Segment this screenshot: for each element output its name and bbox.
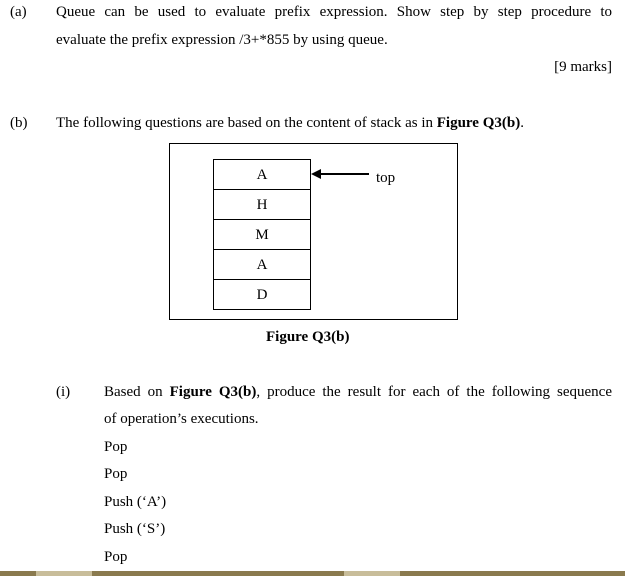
question-i-text-pre: Based on (104, 384, 170, 400)
stack-cell: M (214, 220, 310, 250)
stack-cell: H (214, 190, 310, 220)
stack-cell: A (214, 250, 310, 280)
operation-item: Pop (104, 439, 128, 455)
operation-item: Push (‘S’) (104, 521, 166, 537)
operation-item: Push (‘A’) (104, 494, 167, 510)
part-b-intro (56, 115, 524, 132)
top-label: top (376, 170, 396, 186)
question-i-line-2: of operation’s executions. (104, 411, 259, 427)
stack-cell: A (214, 160, 310, 190)
operation-item: Pop (104, 466, 128, 482)
question-i-line-1 (104, 384, 612, 401)
part-a-line-1: Queue can be used to evaluate prefix expression. Show step by step procedure to (56, 4, 612, 20)
stack-cell: D (214, 280, 310, 310)
question-i-label: (i) (56, 384, 71, 400)
operation-item: Pop (104, 549, 128, 565)
part-b-label: (b) (10, 115, 28, 131)
part-b-intro-figure-ref: Figure Q3(b) (436, 115, 521, 131)
figure-caption: Figure Q3(b) (266, 329, 350, 345)
bottom-border-bar (0, 571, 625, 576)
top-pointer-arrow-icon (311, 167, 369, 181)
stack-diagram (213, 159, 311, 310)
part-a-marks: [9 marks] (554, 59, 612, 75)
part-b-intro-text: The following questions are based on the content of stack as in (56, 115, 437, 131)
part-a-label: (a) (10, 4, 27, 20)
question-i-figure-ref: Figure Q3(b) (169, 384, 257, 400)
question-i-text-post: , produce the result for each of the following sequence (256, 384, 612, 400)
part-b-intro-end: . (520, 115, 524, 131)
part-a-line-2: evaluate the prefix expression /3+*855 by using queue. (56, 32, 388, 48)
